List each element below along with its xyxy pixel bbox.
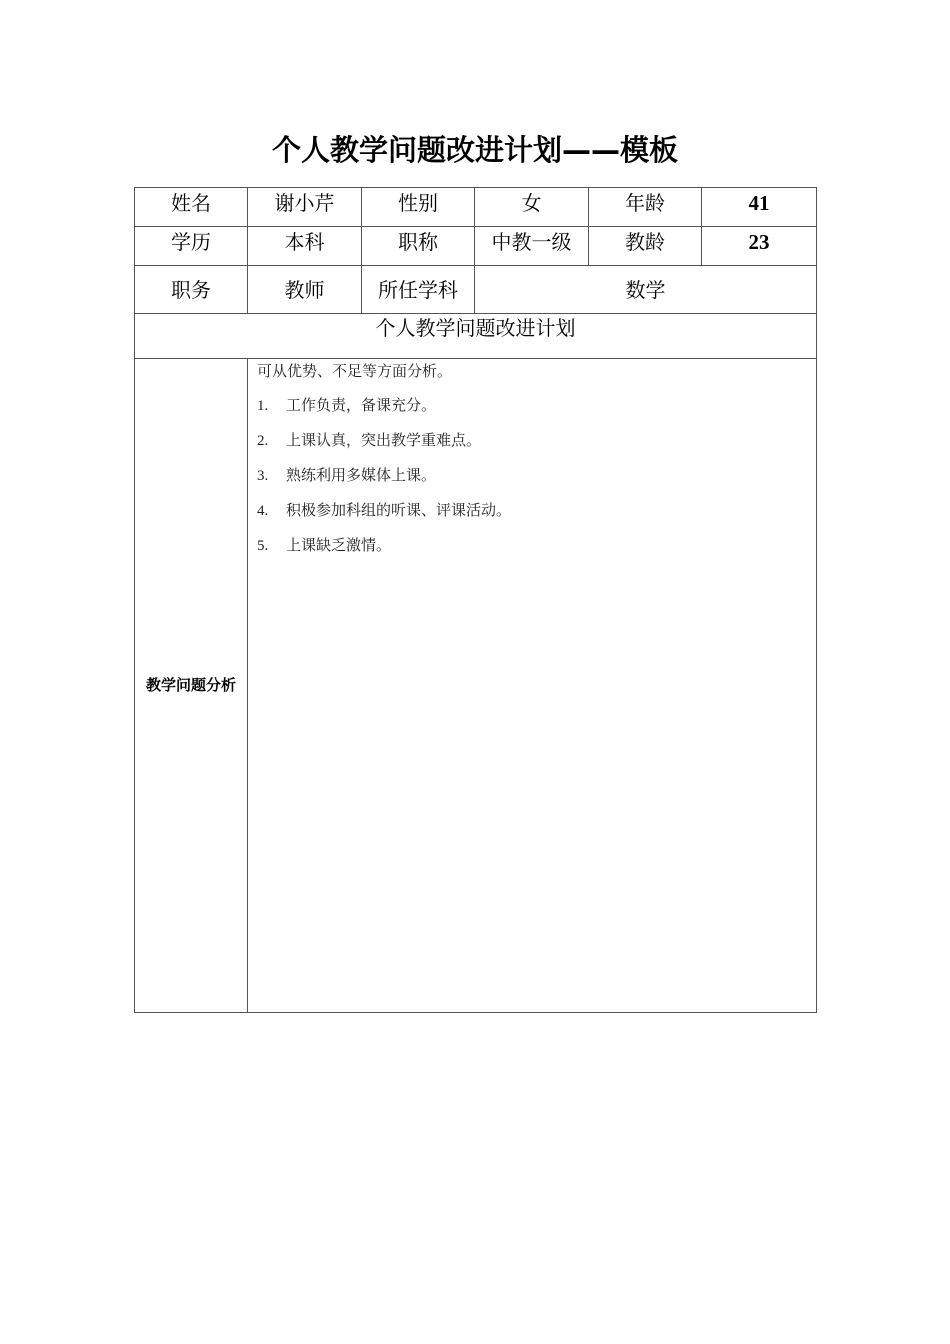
age-value: 41 bbox=[702, 188, 817, 227]
rank-label: 职称 bbox=[362, 227, 475, 266]
analysis-content[interactable] bbox=[248, 359, 817, 1013]
table-row bbox=[135, 227, 817, 266]
analysis-label: 教学问题分析 bbox=[135, 359, 248, 1013]
gender-value: 女 bbox=[475, 188, 589, 227]
teacher-info-table bbox=[134, 187, 817, 1013]
teaching-years-label: 教龄 bbox=[589, 227, 702, 266]
table-row bbox=[135, 188, 817, 227]
list-item: 3. 熟练利用多媒体上课。 bbox=[257, 466, 437, 484]
position-label: 职务 bbox=[135, 266, 248, 314]
age-label: 年龄 bbox=[589, 188, 702, 227]
analysis-intro: 可从优势、不足等方面分析。 bbox=[257, 362, 453, 380]
name-value: 谢小芹 bbox=[248, 188, 362, 227]
plan-section-header: 个人教学问题改进计划 bbox=[135, 314, 817, 359]
name-label: 姓名 bbox=[135, 188, 248, 227]
position-value: 教师 bbox=[248, 266, 362, 314]
analysis-list bbox=[257, 395, 816, 556]
gender-label: 性别 bbox=[362, 188, 475, 227]
table-row bbox=[135, 266, 817, 314]
table-row bbox=[135, 314, 817, 359]
document-title: 个人教学问题改进计划——模板 bbox=[271, 133, 678, 167]
education-value: 本科 bbox=[248, 227, 362, 266]
list-item: 4. 积极参加科组的听课、评课活动。 bbox=[257, 501, 512, 519]
list-item: 2. 上课认真，突出教学重难点。 bbox=[257, 431, 482, 449]
list-item: 1. 工作负责，备课充分。 bbox=[257, 396, 437, 414]
table-row bbox=[135, 359, 817, 1013]
list-item: 5. 上课缺乏激情。 bbox=[257, 536, 392, 554]
subject-label: 所任学科 bbox=[362, 266, 475, 314]
education-label: 学历 bbox=[135, 227, 248, 266]
teaching-years-value: 23 bbox=[702, 227, 817, 266]
subject-value: 数学 bbox=[475, 266, 817, 314]
rank-value: 中教一级 bbox=[475, 227, 589, 266]
